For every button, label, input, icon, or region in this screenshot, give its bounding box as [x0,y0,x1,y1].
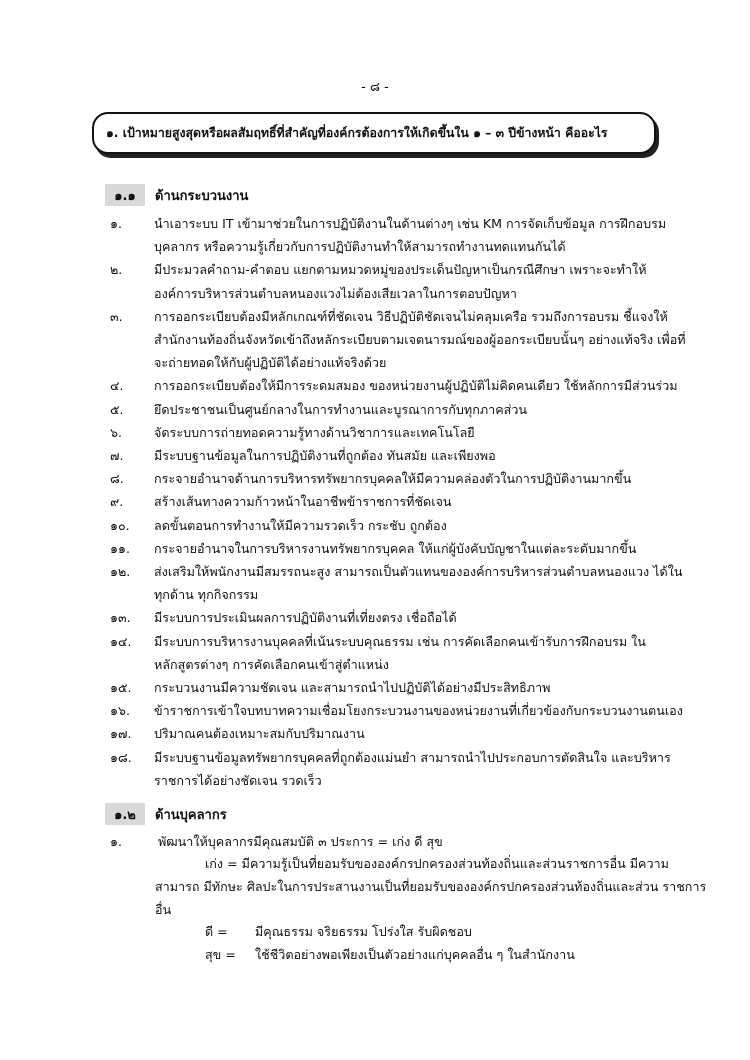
item-text: กระจายอำนาจด้านการบริหารทรัพยากรบุคคลให้มีความคล่องตัวในการปฏิบัติงานมากขึ้น [154,471,632,487]
item-number: ๕. [110,401,124,417]
item-text: นำเอาระบบ IT เข้ามาช่วยในการปฏิบัติงานในด้านต่างๆ เช่น KM การจัดเก็บข้อมูล การฝึกอบรมบุคลากร หรือความรู้เกี่ยวกับการปฏิบัติงานทำให้สามารถทำงานทดแทนกันได้ [154,216,667,255]
item-number: ๗. [110,448,124,464]
item-text: มีระบบการประเมินผลการปฏิบัติงานที่เที่ยงตรง เชื่อถือได้ [154,610,457,626]
item-number: ๑๐. [110,517,130,533]
item-text: มีระบบฐานข้อมูลทรัพยากรบุคคลที่ถูกต้องแม่นยำ สามารถนำไปประกอบการตัดสินใจ และบริหารราชการได้อย่างชัดเจน รวดเร็ว [154,749,671,788]
list-item [110,467,688,490]
list-item [110,630,688,676]
item-text: ข้าราชการเข้าใจบทบาทความเชื่อมโยงกระบวนงานของหน่วยงานที่เกี่ยวข้องกับกระบวนงานตนเอง [154,703,683,719]
suk-text: ใช้ชีวิตอย่างพอเพียงเป็นตัวอย่างแก่บุคคลอื่น ๆ ในสำนักงาน [255,947,575,962]
section-title: ด้านบุคลากร [155,807,227,823]
list-item [110,537,688,560]
item-number: ๑๘. [110,749,132,765]
item-number: ๑๔. [110,633,132,649]
item-number: ๑๒. [110,564,131,580]
item-number: ๙. [110,494,124,510]
personnel-item-text: พัฒนาให้บุคลากรมีคุณสมบัติ ๓ ประการ = เก่ง ดี สุข [158,834,443,849]
list-item [110,258,688,304]
keng-line: อื่น [155,902,172,917]
list-item [110,444,688,467]
keng-line: สามารถ มีทักษะ ศิลปะในการประสานงานเป็นที่ยอมรับขององค์กรปกครองส่วนท้องถิ่นและส่วน ราชการ [155,879,707,894]
item-text: ปริมาณคนต้องเหมาะสมกับปริมาณงาน [154,726,365,742]
headline-text: ๑. เป้าหมายสูงสุดหรือผลสัมฤทธิ์ที่สำคัญที่องค์กรต้องการให้เกิดขึ้นใน ๑ – ๓ ปีข้างหน้า คืออะไร [106,125,608,140]
process-item-list [110,212,688,792]
section-number: ๑.๑ [105,184,145,206]
item-text: สร้างเส้นทางความก้าวหน้าในอาชีพข้าราชการที่ชัดเจน [154,494,452,510]
list-item [110,398,688,421]
item-text: กระบวนงานมีความชัดเจน และสามารถนำไปปฏิบัติได้อย่างมีประสิทธิภาพ [154,680,551,696]
item-number: ๔. [110,378,124,394]
list-item [110,514,688,537]
item-number: ๑. [110,216,122,231]
list-item [110,490,688,513]
item-number: ๑๗. [110,726,132,742]
keng-line: เก่ง = มีความรู้เป็นที่ยอมรับขององค์กรปกครองส่วนท้องถิ่นและส่วนราชการอื่น มีความ [205,856,669,871]
item-text: ลดขั้นตอนการทำงานให้มีความรวดเร็ว กระชับ ถูกต้อง [154,517,447,533]
item-number: ๓. [110,308,123,324]
personnel-item-number: ๑. [110,834,122,849]
section-heading-process [105,184,248,206]
list-item [110,722,688,745]
list-item [110,606,688,629]
item-text: การออกระเบียบต้องให้มีการระดมสมอง ของหน่วยงานผู้ปฏิบัติไม่คิดคนเดียว ใช้หลักการมีส่วนร่วม [154,378,678,394]
headline-box [92,112,656,154]
item-text: การออกระเบียบต้องมีหลักเกณฑ์ที่ชัดเจน วิธีปฏิบัติชัดเจนไม่คลุมเครือ รวมถึงการอบรม ชี้แจงให้สำนักงานท้องถิ่นจังหวัดเข้าถึงหลักระเบียบตามเจตนารมณ์ของผู้ออกระเบียบนั้นๆ อย่างแท้จริง เพื่อที่จะถ่ายทอดให้กับผู้ปฏิบัติได้อย่างแท้จริงด้วย [154,308,686,371]
section-title: ด้านกระบวนงาน [155,188,249,204]
list-item [110,560,688,606]
list-item [110,374,688,397]
item-number: ๑๓. [110,610,131,626]
list-item [110,699,688,722]
list-item [110,676,688,699]
list-item [110,212,688,258]
list-item [110,746,688,792]
item-text: ส่งเสริมให้พนักงานมีสมรรถนะสูง สามารถเป็นตัวแทนขององค์การบริหารส่วนตำบลหนองแวง ได้ในทุกด้าน ทุกกิจกรรม [154,564,683,603]
item-number: ๒. [110,262,123,278]
item-text: ยึดประชาชนเป็นศูนย์กลางในการทำงานและบูรณาการกับทุกภาคส่วน [154,401,528,417]
section-heading-personnel [105,803,227,825]
section-number: ๑.๒ [105,803,145,825]
list-item [110,421,688,444]
item-text: มีระบบฐานข้อมูลในการปฏิบัติงานที่ถูกต้อง ทันสมัย และเพียงพอ [154,448,496,464]
list-item [110,305,688,375]
dee-label: ดี = [205,924,228,939]
suk-label: สุข = [205,947,236,962]
item-text: มีระบบการบริหารงานบุคคลที่เน้นระบบคุณธรรม เช่น การคัดเลือกคนเข้ารับการฝึกอบรม ในหลักสูตรต่างๆ การคัดเลือกคนเข้าสู่ตำแหน่ง [154,633,646,672]
item-number: ๑๖. [110,703,130,719]
item-text: จัดระบบการถ่ายทอดความรู้ทางด้านวิชาการและเทคโนโลยี [154,424,475,440]
item-text: มีประมวลคำถาม-คำตอบ แยกตามหมวดหมู่ของประเด็นปัญหาเป็นกรณีศึกษา เพราะจะทำให้องค์การบริหารส่วนตำบลหนองแวงไม่ต้องเสียเวลาในการตอบปัญหา [154,262,647,301]
item-number: ๖. [110,424,122,440]
dee-text: มีคุณธรรม จริยธรรม โปร่งใส รับผิดชอบ [255,924,472,939]
item-number: ๘. [110,471,124,487]
page-number: - ๘ - [361,80,389,95]
item-number: ๑๑. [110,540,130,556]
item-number: ๑๕. [110,680,132,696]
item-text: กระจายอำนาจในการบริหารงานทรัพยากรบุคคล ให้แก่ผู้บังคับบัญชาในแต่ละระดับมากขึ้น [154,540,637,556]
